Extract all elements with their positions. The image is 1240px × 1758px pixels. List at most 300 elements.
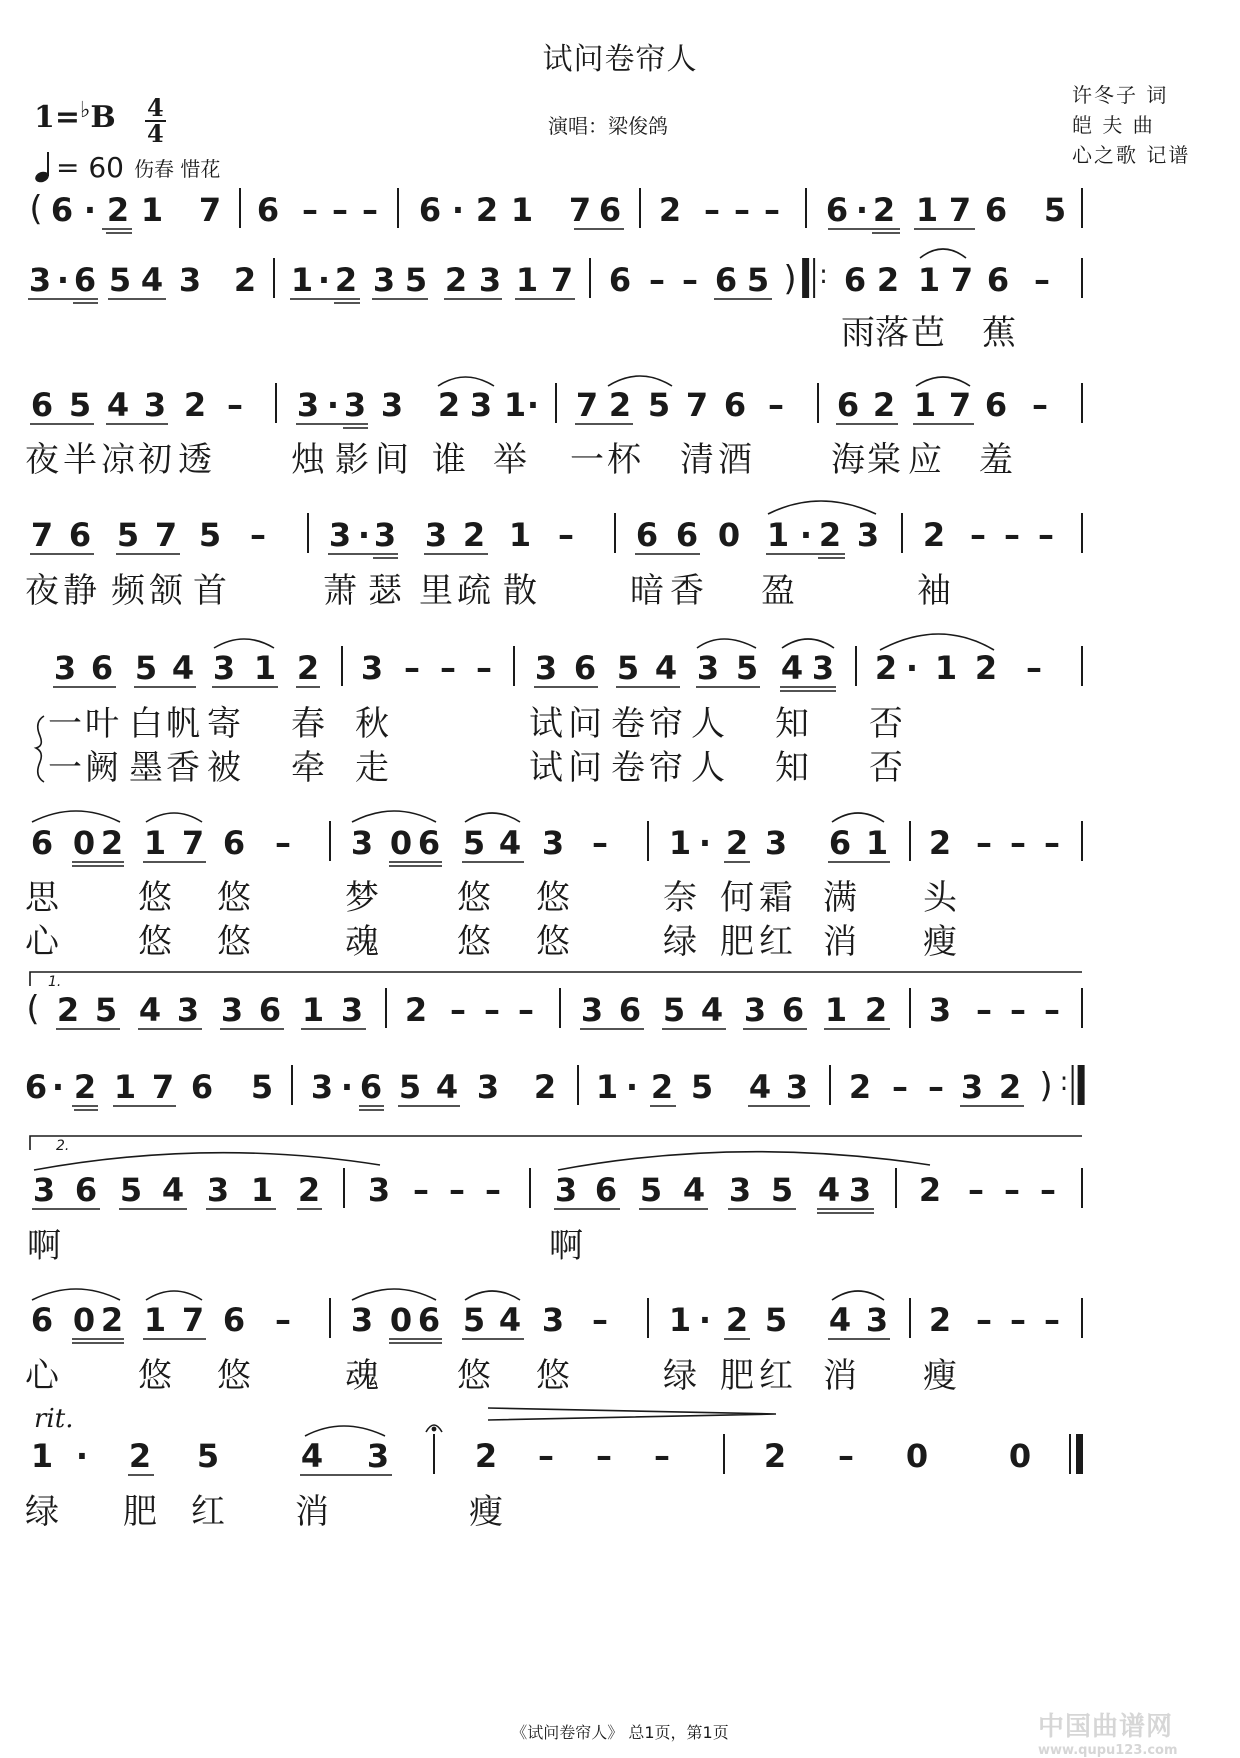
note-digit: 2 (848, 1068, 872, 1106)
augmentation-dot: · (51, 1068, 65, 1106)
note-digit: 3 (380, 386, 404, 424)
note-digit: 3 (960, 1068, 984, 1106)
extension-dash: – (413, 1171, 429, 1209)
note-digit: 4 (682, 1171, 706, 1209)
note-digit: 3 (296, 386, 320, 424)
augmentation-dot: · (698, 1301, 712, 1339)
note-digit: 6 (825, 191, 849, 229)
note-digit: 6 (222, 1301, 246, 1339)
note-digit: 2 (998, 1068, 1022, 1106)
lyric-char: 寄 (207, 704, 241, 744)
composer-credit: 皑 夫 曲 (1072, 113, 1155, 137)
note-digit: 1 (508, 516, 532, 554)
extension-dash: – (768, 386, 784, 424)
augmentation-dot: · (905, 649, 919, 687)
note-digit: 5 (398, 1068, 422, 1106)
note-digit: 5 (639, 1171, 663, 1209)
note-digit: 3 (469, 386, 493, 424)
note-digit: 2 (608, 386, 632, 424)
note-digit: 5 (404, 261, 428, 299)
note-digit: 6 (222, 824, 246, 862)
extension-dash: – (1010, 824, 1026, 862)
lyric-char: 悠 (217, 922, 251, 962)
singer-credit: 演唱：梁俊鸽 (548, 114, 668, 138)
lyric-char: 袖 (917, 571, 951, 611)
note-digit: 7 (151, 1068, 175, 1106)
extension-dash: – (1026, 649, 1042, 687)
note-digit: 2 (763, 1437, 787, 1475)
repeat-end-sign: : (1060, 1065, 1085, 1112)
note-digit: 2 (650, 1068, 674, 1106)
lyric-char: 烛 (291, 440, 325, 480)
note-digit: 3 (554, 1171, 578, 1209)
note-digit: 0 (389, 1301, 413, 1339)
note-digit: 0 (72, 824, 96, 862)
extension-dash: – (1044, 824, 1060, 862)
note-digit: 5 (108, 261, 132, 299)
lyricist-credit: 许冬子 词 (1072, 83, 1169, 107)
lyric-char: 清 (680, 440, 714, 480)
lyric-char: 香 (670, 571, 704, 611)
note-digit: 6 (74, 1171, 98, 1209)
note-digit: 3 (848, 1171, 872, 1209)
lyric-char: 肥 (123, 1492, 157, 1532)
note-digit: 4 (817, 1171, 841, 1209)
note-digit: 1 (766, 516, 790, 554)
note-digit: 1 (824, 991, 848, 1029)
note-digit: 2 (475, 191, 499, 229)
beam-line (32, 1209, 874, 1213)
verse-brace (36, 716, 44, 782)
note-digit: 1 (140, 191, 164, 229)
note-digit: 6 (24, 1068, 48, 1106)
lyric-char: 酒 (718, 440, 752, 480)
lyric-char: 否 (869, 704, 903, 744)
lyric-char: 消 (823, 922, 857, 962)
note-digit: 3 (785, 1068, 809, 1106)
extension-dash: – (450, 991, 466, 1029)
ritardando-mark: rit. (34, 1404, 74, 1434)
note-digit: 2 (533, 1068, 557, 1106)
note-digit: 6 (256, 191, 280, 229)
lyric-char: 芭 (911, 313, 945, 353)
note-digit: 6 (675, 516, 699, 554)
note-digit: 5 (616, 649, 640, 687)
lyric-char: 瘦 (923, 922, 957, 962)
lyric-char: 思 (25, 878, 59, 918)
note-digit: 1 (301, 991, 325, 1029)
note-digit: 6 (50, 191, 74, 229)
slur (214, 634, 994, 650)
note-digit: 3 (53, 649, 77, 687)
lyric-char: 半 (63, 440, 97, 480)
note-digit: 6 (781, 991, 805, 1029)
note-digit: 3 (176, 991, 200, 1029)
note-digit: 2 (818, 516, 842, 554)
beam-line (30, 554, 845, 558)
beam-line (53, 687, 836, 691)
lyric-char: 夜 (25, 571, 59, 611)
lyric-char: 静 (63, 571, 97, 611)
extension-dash: – (449, 1171, 465, 1209)
lyric-char: 里 (419, 571, 453, 611)
lyric-char: 白 (129, 704, 163, 744)
note-digit: 2 (928, 1301, 952, 1339)
lyric-char: 卷 (611, 704, 645, 744)
note-digit: 7 (575, 386, 599, 424)
lyric-char: 红 (191, 1492, 225, 1532)
lyric-char: 蕉 (982, 313, 1016, 353)
note-digit: 1 (30, 1437, 54, 1475)
lyric-char: 红 (759, 922, 793, 962)
note-digit: 3 (143, 386, 167, 424)
note-digit: 3 (476, 1068, 500, 1106)
note-digit: 1 (595, 1068, 619, 1106)
lyric-char: 透 (178, 440, 212, 480)
note-digit: 5 (134, 649, 158, 687)
slur (32, 1289, 884, 1300)
parenthesis: ) (1039, 1066, 1053, 1106)
extension-dash: – (1004, 516, 1020, 554)
note-digit: 5 (662, 991, 686, 1029)
transcriber-credit: 心之歌 记谱 (1072, 143, 1191, 167)
lyric-char: 初 (138, 440, 172, 480)
watermark-url: www.qupu123.com (1038, 1743, 1178, 1758)
extension-dash: – (892, 1068, 908, 1106)
note-digit: 1 (290, 261, 314, 299)
augmentation-dot: · (698, 824, 712, 862)
extension-dash: – (332, 191, 348, 229)
augmentation-dot: · (526, 386, 540, 424)
note-digit: 2 (872, 386, 896, 424)
lyric-char: 萧 (323, 571, 357, 611)
lyric-char: 海 (831, 440, 865, 480)
note-digit: 5 (746, 261, 770, 299)
lyric-char: 消 (823, 1356, 857, 1396)
note-digit: 5 (119, 1171, 143, 1209)
note-digit: 2 (874, 649, 898, 687)
lyric-char: 应 (908, 440, 942, 480)
note-digit: 6 (90, 649, 114, 687)
note-digit: 2 (334, 261, 358, 299)
volta-2-label: 2. (56, 1138, 70, 1154)
lyric-char: 悠 (536, 1356, 570, 1396)
lyric-char: 绿 (663, 1356, 697, 1396)
lyric-char: 颔 (149, 571, 183, 611)
extension-dash: – (484, 991, 500, 1029)
note-digit: 6 (836, 386, 860, 424)
repeat-start-sign: : (802, 258, 828, 305)
lyric-char: 棠 (867, 440, 901, 480)
note-digit: 2 (725, 824, 749, 862)
lyric-char: 知 (775, 748, 809, 788)
note-digit: 4 (700, 991, 724, 1029)
extension-dash: – (1010, 1301, 1026, 1339)
note-digit: 3 (928, 991, 952, 1029)
extension-dash: – (538, 1437, 554, 1475)
volta-bracket (30, 972, 1082, 986)
slur (768, 501, 876, 514)
note-digit: 3 (220, 991, 244, 1029)
lyric-char: 一 (570, 440, 604, 480)
note-digit: 3 (534, 649, 558, 687)
extension-dash: – (1010, 991, 1026, 1029)
lyric-char: 雨 (841, 313, 875, 353)
site-watermark (1038, 1706, 1178, 1758)
note-digit: 6 (30, 824, 54, 862)
lyric-char: 夜 (25, 440, 59, 480)
note-digit: 7 (181, 1301, 205, 1339)
beam-line (102, 229, 975, 233)
slur (32, 811, 884, 822)
lyric-char: 头 (923, 878, 957, 918)
note-digit: 6 (986, 261, 1010, 299)
note-digit: 3 (343, 386, 367, 424)
note-digit: 3 (367, 1171, 391, 1209)
note-digit: 4 (498, 1301, 522, 1339)
extension-dash: – (682, 261, 698, 299)
note-digit: 4 (161, 1171, 185, 1209)
lyric-char: 间 (375, 440, 409, 480)
augmentation-dot: · (326, 386, 340, 424)
note-digit: 2 (444, 261, 468, 299)
note-digit: 5 (196, 1437, 220, 1475)
note-digit: 2 (928, 824, 952, 862)
note-digit: 6 (30, 386, 54, 424)
note-digit: 2 (974, 649, 998, 687)
note-digit: 3 (373, 516, 397, 554)
lyric-char: 墨 (129, 748, 163, 788)
lyric-char: 红 (759, 1356, 793, 1396)
note-digit: 3 (372, 261, 396, 299)
lyric-char: 被 (207, 748, 241, 788)
lyric-char: 叶 (85, 704, 119, 744)
note-digit: 2 (296, 649, 320, 687)
volta-1-label: 1. (48, 974, 62, 990)
note-digit: 3 (541, 824, 565, 862)
note-digit: 6 (258, 991, 282, 1029)
note-digit: 1 (913, 386, 937, 424)
note-digit: 6 (635, 516, 659, 554)
lyric-char: 首 (193, 571, 227, 611)
lyric-char: 悠 (457, 878, 491, 918)
lyric-char: 心 (25, 922, 59, 962)
augmentation-dot: · (317, 261, 331, 299)
extension-dash: – (476, 649, 492, 687)
note-digit: 0 (905, 1437, 929, 1475)
extension-dash: – (250, 516, 266, 554)
note-digit: 2 (56, 991, 80, 1029)
lyric-char: 人 (691, 704, 725, 744)
lyric-char: 帘 (649, 704, 683, 744)
lyric-char: 魂 (345, 922, 379, 962)
note-digit: 3 (580, 991, 604, 1029)
note-digit: 2 (183, 386, 207, 424)
note-digit: 7 (685, 386, 709, 424)
slur (305, 1426, 385, 1436)
note-digit: 5 (462, 1301, 486, 1339)
note-digit: 3 (212, 649, 236, 687)
extension-dash: – (704, 191, 720, 229)
note-digit: 0 (717, 516, 741, 554)
lyric-char: 阙 (85, 748, 119, 788)
note-digit: 2 (474, 1437, 498, 1475)
extension-dash: – (275, 1301, 291, 1339)
augmentation-dot: · (83, 191, 97, 229)
note-digit: 4 (498, 824, 522, 862)
mood-text: 伤春 惜花 (134, 156, 221, 181)
lyric-char: 试 (529, 704, 563, 744)
note-digit: 4 (106, 386, 130, 424)
note-digit: 6 (30, 1301, 54, 1339)
note-digit: 1 (143, 1301, 167, 1339)
note-digit: 6 (68, 516, 92, 554)
lyric-char: 啊 (27, 1226, 61, 1266)
extension-dash: – (404, 649, 420, 687)
note-digit: 3 (28, 261, 52, 299)
note-digit: 2 (73, 1068, 97, 1106)
lyric-char: 悠 (138, 1356, 172, 1396)
lyric-char: 凉 (101, 440, 135, 480)
lyric-char: 悠 (457, 1356, 491, 1396)
lyric-char: 瘦 (469, 1492, 503, 1532)
note-digit: 3 (811, 649, 835, 687)
note-digit: 6 (417, 1301, 441, 1339)
extension-dash: – (592, 824, 608, 862)
extension-dash: – (592, 1301, 608, 1339)
note-digit: 1 (934, 649, 958, 687)
lyric-char: 肥 (720, 922, 754, 962)
lyric-char: 试 (529, 748, 563, 788)
note-digit: 5 (1043, 191, 1067, 229)
lyric-char: 悠 (536, 922, 570, 962)
note-digit: 2 (128, 1437, 152, 1475)
note-digit: 3 (478, 261, 502, 299)
lyric-char: 帘 (649, 748, 683, 788)
extension-dash: – (1034, 261, 1050, 299)
note-digit: 7 (948, 386, 972, 424)
note-digit: 7 (154, 516, 178, 554)
note-digit: 1 (668, 1301, 692, 1339)
note-digit: 3 (310, 1068, 334, 1106)
note-digit: 1 (253, 649, 277, 687)
note-digit: 6 (573, 649, 597, 687)
note-digit: 5 (462, 824, 486, 862)
lyric-char: 何 (720, 878, 754, 918)
augmentation-dot: · (56, 261, 70, 299)
note-digit: 6 (723, 386, 747, 424)
note-digit: 6 (598, 191, 622, 229)
note-digit: 7 (30, 516, 54, 554)
note-digit: 6 (714, 261, 738, 299)
note-digit: 2 (297, 1171, 321, 1209)
extension-dash: – (227, 386, 243, 424)
extension-dash: – (518, 991, 534, 1029)
watermark-text: 中国曲谱网 (1038, 1712, 1174, 1742)
note-digit: 7 (568, 191, 592, 229)
lyric-char: 疏 (457, 571, 491, 611)
lyric-char: 悠 (457, 922, 491, 962)
note-digit: 6 (190, 1068, 214, 1106)
note-digit: 2 (876, 261, 900, 299)
lyric-char: 悠 (217, 1356, 251, 1396)
note-digit: 6 (618, 991, 642, 1029)
note-digit: 4 (748, 1068, 772, 1106)
note-digit: 5 (690, 1068, 714, 1106)
beam-line (72, 1339, 890, 1343)
meter-top: 4 (147, 93, 164, 122)
extension-dash: – (764, 191, 780, 229)
note-digit: 3 (541, 1301, 565, 1339)
parenthesis: ( (26, 989, 40, 1029)
lyric-char: 频 (111, 571, 145, 611)
note-digit: 3 (764, 824, 788, 862)
augmentation-dot: · (451, 191, 465, 229)
note-digit: 4 (654, 649, 678, 687)
lyric-char: 悠 (536, 878, 570, 918)
note-digit: 2 (725, 1301, 749, 1339)
note-digit: 4 (171, 649, 195, 687)
note-digit: 3 (32, 1171, 56, 1209)
extension-dash: – (968, 1171, 984, 1209)
lyric-char: 一 (48, 704, 82, 744)
augmentation-dot: · (799, 516, 813, 554)
lyric-char: 举 (493, 440, 527, 480)
lyric-char: 心 (25, 1356, 59, 1396)
extension-dash: – (485, 1171, 501, 1209)
lyric-char: 问 (568, 704, 602, 744)
lyric-char: 肥 (720, 1356, 754, 1396)
extension-dash: – (734, 191, 750, 229)
extension-dash: – (1044, 991, 1060, 1029)
note-digit: 7 (950, 261, 974, 299)
extension-dash: – (440, 649, 456, 687)
extension-dash: – (838, 1437, 854, 1475)
extension-dash: – (970, 516, 986, 554)
note-digit: 1 (503, 386, 527, 424)
note-digit: 3 (340, 991, 364, 1029)
lyric-char: 帆 (166, 704, 200, 744)
note-digit: 1 (865, 824, 889, 862)
decrescendo-hairpin (488, 1408, 776, 1420)
fermata-dot (432, 1427, 437, 1432)
lyric-char: 瘦 (923, 1356, 957, 1396)
extension-dash: – (654, 1437, 670, 1475)
note-digit: 2 (872, 191, 896, 229)
lyric-char: 梦 (345, 878, 379, 918)
lyric-char: 瑟 (368, 571, 402, 611)
extension-dash: – (1040, 1171, 1056, 1209)
note-digit: 6 (608, 261, 632, 299)
lyric-char: 满 (823, 878, 857, 918)
note-digit: 5 (116, 516, 140, 554)
note-digit: 7 (181, 824, 205, 862)
note-digit: 3 (328, 516, 352, 554)
note-digit: 5 (735, 649, 759, 687)
note-digit: 0 (1008, 1437, 1032, 1475)
lyric-char: 春 (291, 704, 325, 744)
lyric-char: 影 (335, 440, 369, 480)
lyric-char: 悠 (138, 878, 172, 918)
lyric-char: 否 (869, 748, 903, 788)
extension-dash: – (275, 824, 291, 862)
parenthesis: ) (783, 259, 797, 299)
beam-line (28, 299, 772, 303)
note-digit: 1 (917, 261, 941, 299)
note-digit: 6 (828, 824, 852, 862)
note-digit: 0 (389, 824, 413, 862)
note-digit: 3 (424, 516, 448, 554)
